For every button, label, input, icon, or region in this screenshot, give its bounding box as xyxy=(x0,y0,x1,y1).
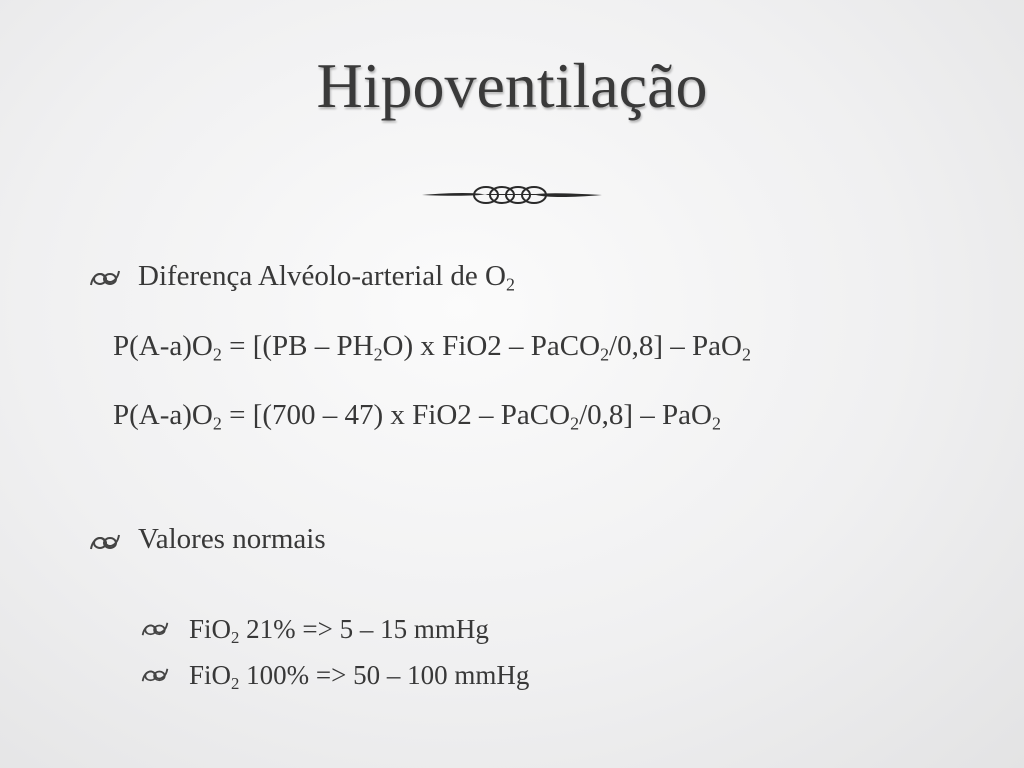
flourish-bullet-icon xyxy=(88,266,122,290)
flourish-bullet-icon xyxy=(140,664,170,686)
bullet-valores-normais: Valores normais xyxy=(138,523,326,555)
sub-bullet-fio2-21: FiO$_2$ 21% => 5 – 15 mmHg xyxy=(189,614,489,648)
formula-line-1: $P(A-a)O_2 = [(PB - PH_2O)$ x FiO2 – PaCO$_2$/0,8] – PaO$_2$ xyxy=(113,330,751,365)
flourish-bullet-icon xyxy=(88,530,122,554)
sub-bullet-fio2-100: FiO$_2$ 100% => 50 – 100 mmHg xyxy=(189,660,530,694)
flourish-bullet-icon xyxy=(140,618,170,640)
slide-title: Hipoventilação xyxy=(316,50,708,121)
bullet-diferenca: Diferença Alvéolo-arterial de $O_2$ xyxy=(138,260,515,295)
formula-line-2: $P(A-a)O_2 = [(700 - 47)$ x FiO2 – PaCO$_2$/0,8] – PaO$_2$ xyxy=(113,399,721,434)
flourish-divider-icon xyxy=(420,178,604,212)
